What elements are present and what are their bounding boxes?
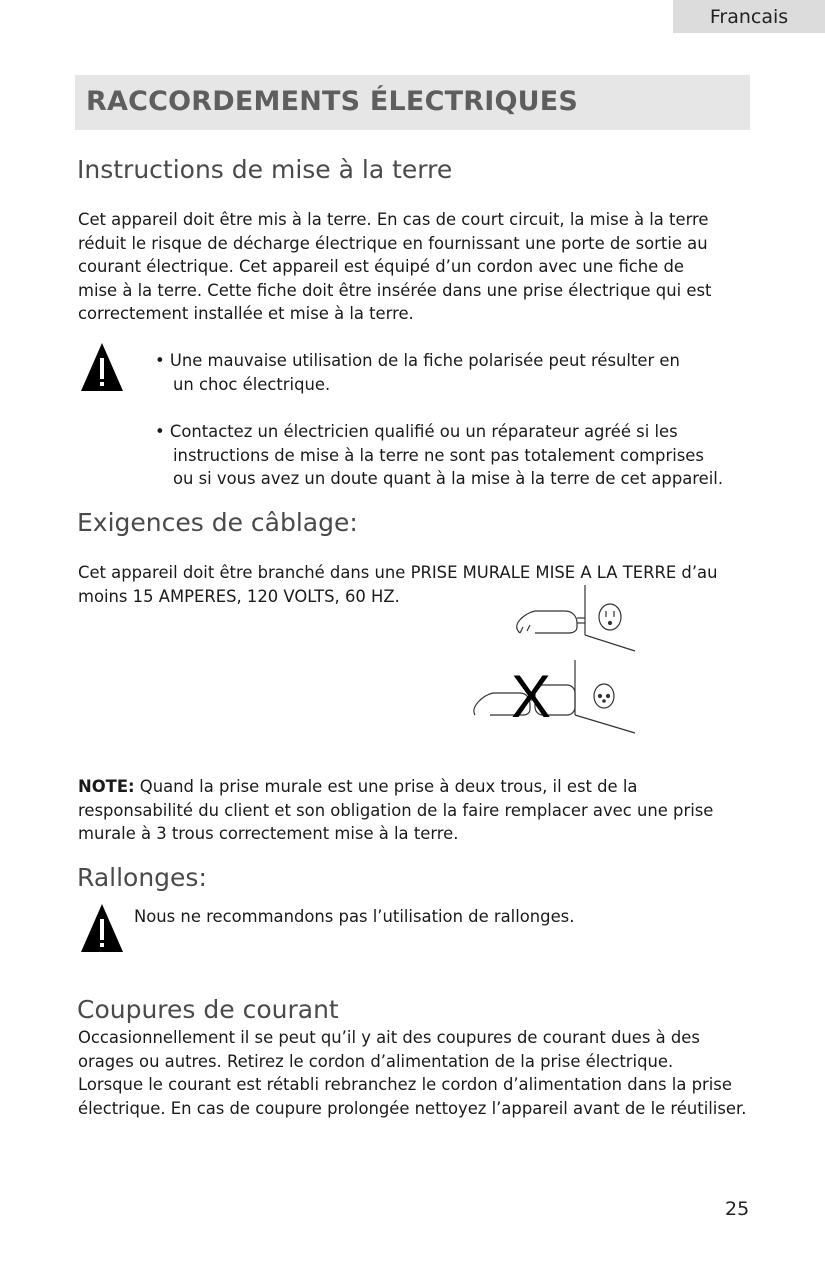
text-line: électrique. En cas de coupure prolongée nettoyez l’appareil avant de le réutiliser. [78,1098,747,1118]
text-line: correctement installée et mise à la terre. [78,304,414,323]
note-paragraph [78,775,713,846]
x-mark-icon: X [511,663,552,730]
bullet-polarized-plug [155,349,680,396]
text-line: moins 15 AMPERES, 120 VOLTS, 60 HZ. [78,586,400,606]
text-line: Cet appareil doit être mis à la terre. En cas de court circuit, la mise à la terre [78,210,709,229]
text-line: instructions de mise à la terre ne sont pas totalement comprises [173,445,704,465]
text-line: réduit le risque de décharge électrique en fournissant une porte de sortie au [78,233,708,253]
bullet-contact-electrician [155,420,723,491]
text-line: responsabilité du client et son obligation de la faire remplacer avec une prise [78,800,714,820]
text-line: Lorsque le courant est rétabli rebranchez le cordon d’alimentation dans la prise [78,1075,732,1094]
warning-triangle-icon [80,903,124,953]
page-title: RACCORDEMENTS ÉLECTRIQUES [86,86,579,117]
note-label: NOTE: [78,777,135,796]
text-line: Occasionnellement il se peut qu’il y ait des coupures de courant dues à des [78,1028,700,1047]
wiring-heading: Exigences de câblage: [77,508,358,537]
text-line: courant électrique. Cet appareil est équipé d’un cordon avec une fiche de [78,257,684,276]
grounding-heading: Instructions de mise à la terre [77,155,453,184]
text-line: • Une mauvaise utilisation de la fiche polarisée peut résulter en [155,351,680,370]
warning-triangle-icon [80,342,124,392]
text-line: orages ou autres. Retirez le cordon d’alimentation de la prise électrique. [78,1051,674,1071]
page-number: 25 [725,1198,750,1220]
plug-outlet-illustration-icon [465,585,645,740]
text-line: murale à 3 trous correctement mise à la terre. [78,824,459,843]
text-line: ou si vous avez un doute quant à la mise à la terre de cet appareil. [173,469,724,488]
power-outage-heading: Coupures de courant [77,995,339,1024]
language-tab: Francais [673,0,825,33]
text-line: un choc électrique. [173,374,331,394]
note-text: Quand la prise murale est une prise à deux trous, il est de la [134,777,638,796]
grounding-paragraph [78,208,711,326]
text-line: mise à la terre. Cette fiche doit être insérée dans une prise électrique qui est [78,280,712,300]
text-line: • Contactez un électricien qualifié ou un réparateur agréé si les [155,422,678,441]
extensions-text: Nous ne recommandons pas l’utilisation de rallonges. [134,907,575,926]
text-line [78,775,713,799]
extensions-heading: Rallonges: [77,863,207,892]
text-line: Cet appareil doit être branché dans une PRISE MURALE MISE A LA TERRE d’au [78,563,718,582]
power-outage-paragraph [78,1026,746,1120]
